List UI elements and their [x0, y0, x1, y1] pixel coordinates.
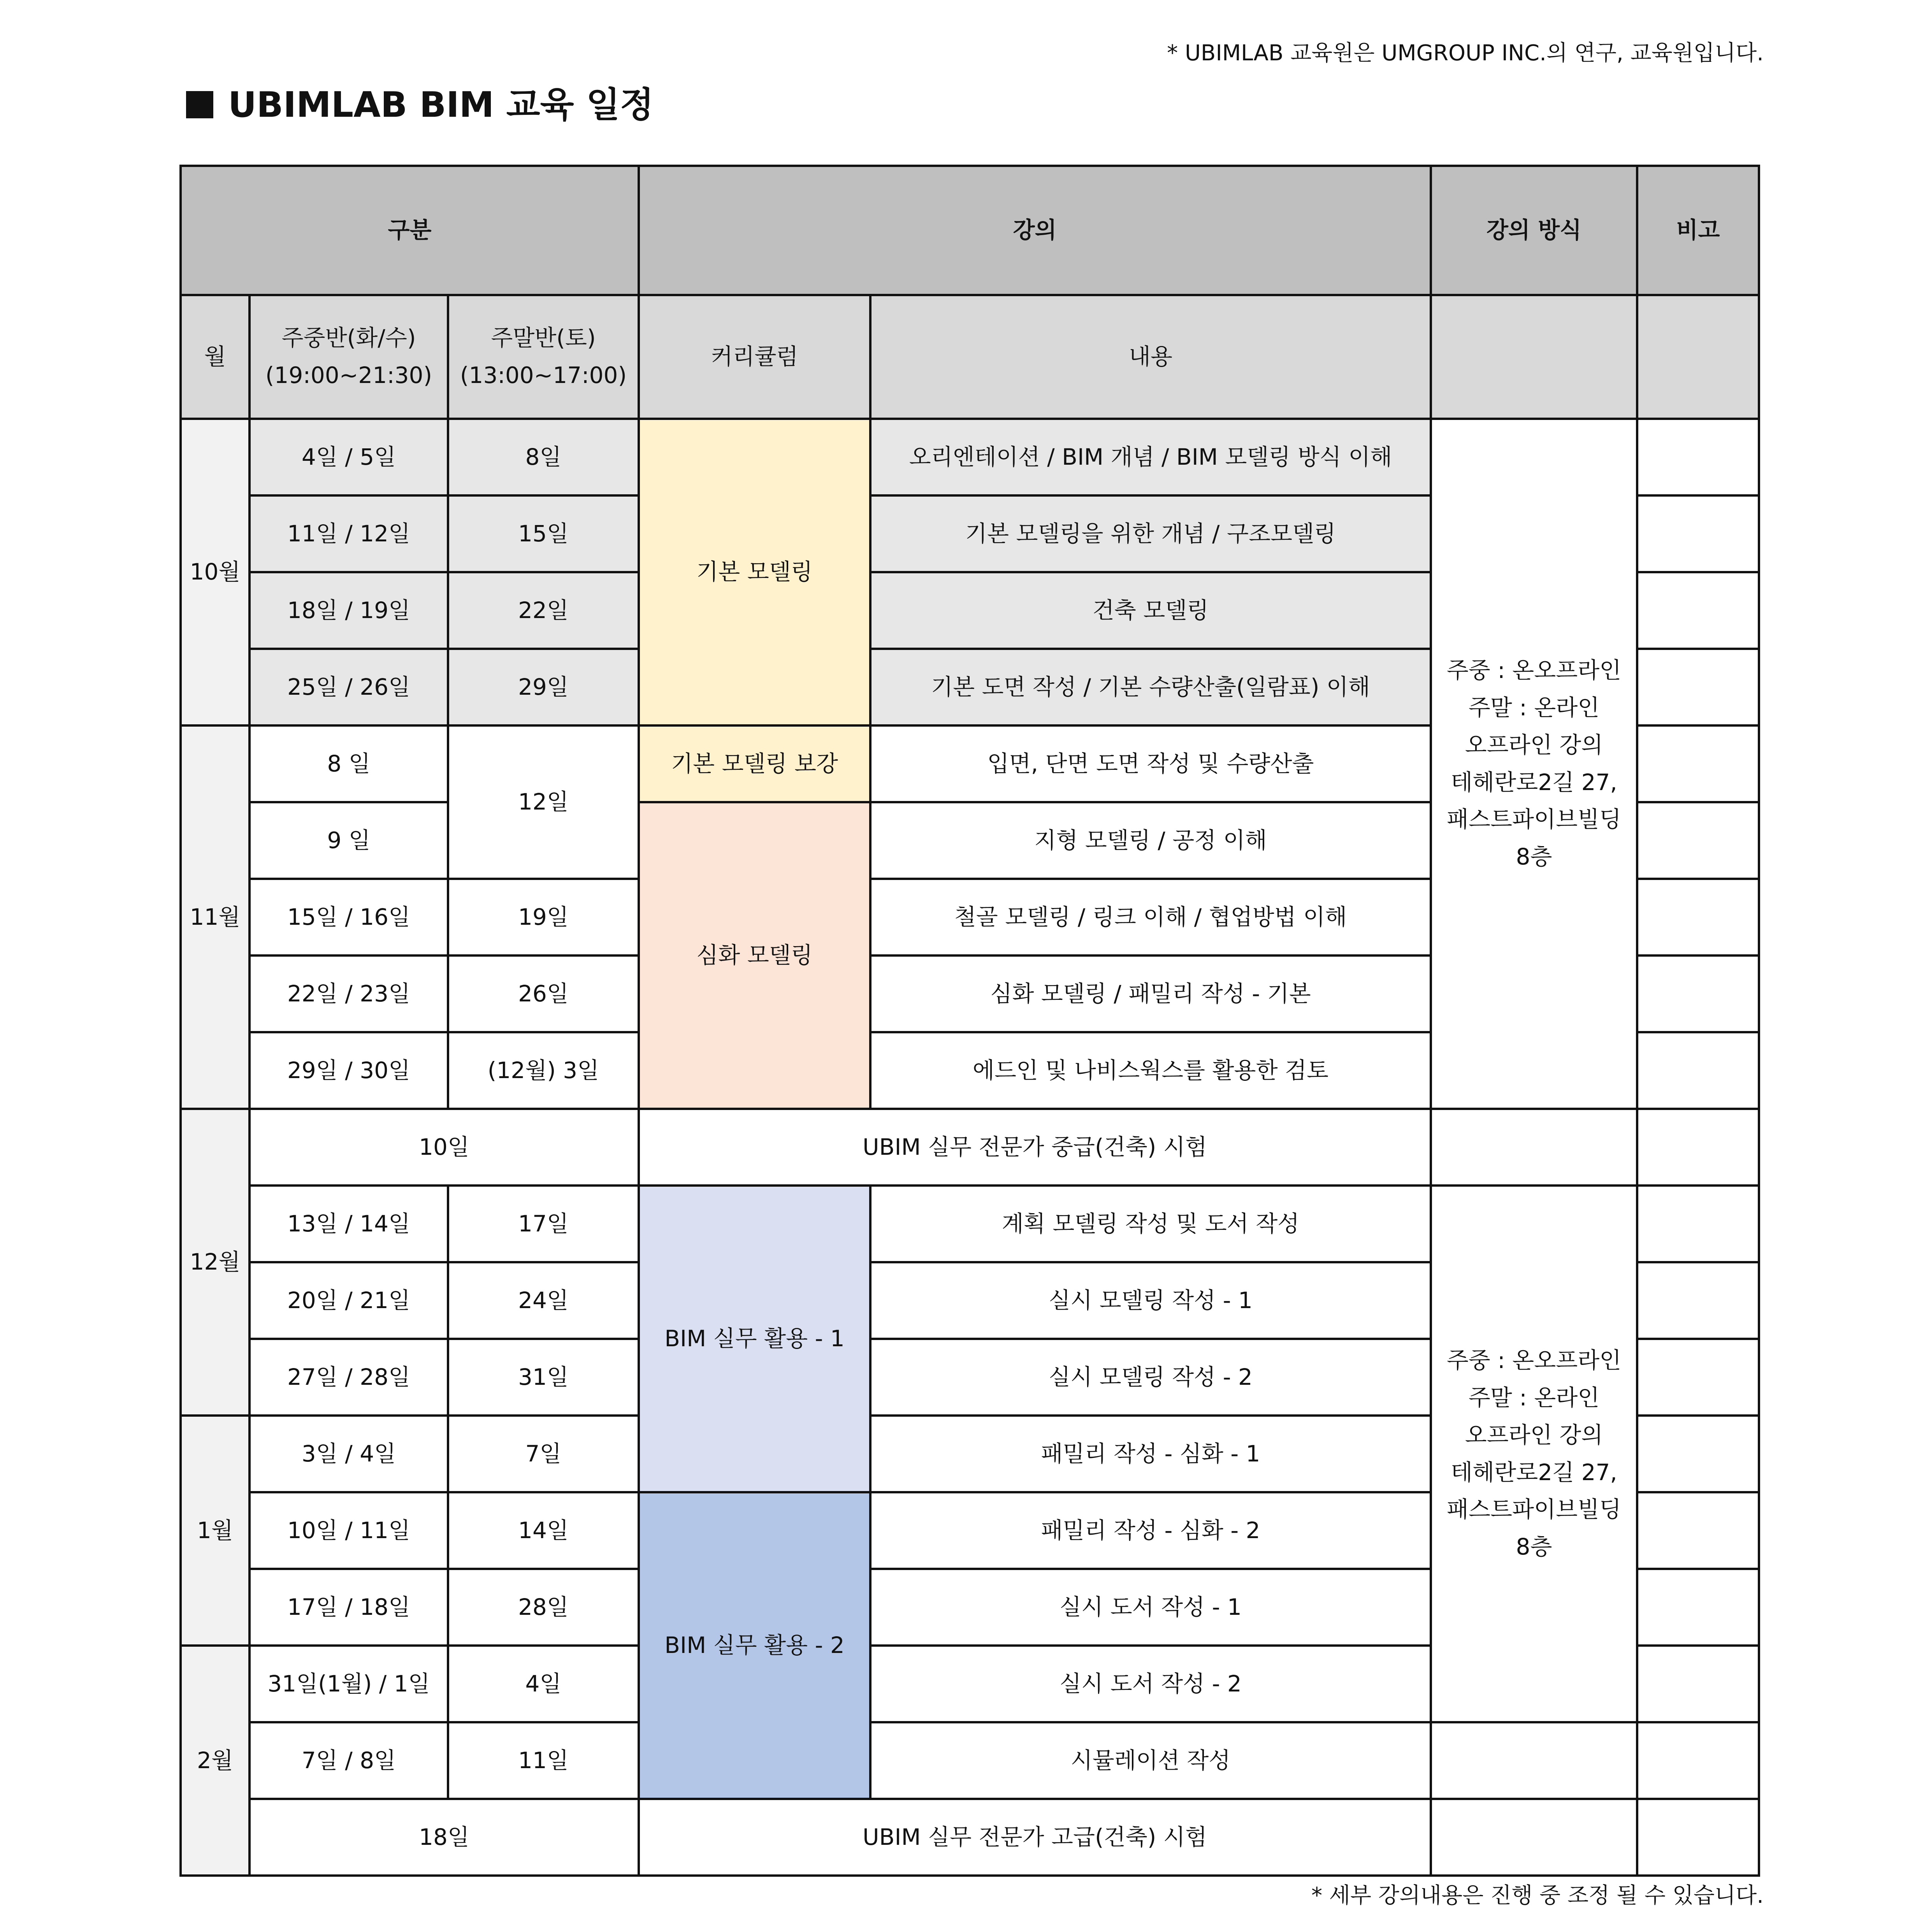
weekend-cell: 15일: [448, 495, 639, 572]
content-cell: 오리엔테이션 / BIM 개념 / BIM 모델링 방식 이해: [870, 419, 1431, 495]
content-cell: 시뮬레이션 작성: [870, 1722, 1431, 1799]
weekday-cell: 29일 / 30일: [250, 1032, 448, 1109]
content-cell: 기본 도면 작성 / 기본 수량산출(일람표) 이해: [870, 649, 1431, 725]
weekend-cell: (12월) 3일: [448, 1032, 639, 1109]
content-cell: 에드인 및 나비스웍스를 활용한 검토: [870, 1032, 1431, 1109]
exam-content-cell: UBIM 실무 전문가 중급(건축) 시험: [639, 1109, 1431, 1186]
weekday-cell: 22일 / 23일: [250, 955, 448, 1032]
note-cell: [1637, 1339, 1759, 1416]
note-cell: [1637, 649, 1759, 725]
weekend-cell: 19일: [448, 879, 639, 955]
method-blank-cell: [1431, 1799, 1637, 1876]
header-row-2: [181, 295, 1759, 419]
weekend-cell: 7일: [448, 1416, 639, 1492]
method-cell-1: 주중 : 온오프라인 주말 : 온라인 오프라인 강의 테헤란로2길 27, 패스트파이브빌딩 8층: [1431, 419, 1637, 1109]
exam-date-cell: 10일: [250, 1109, 639, 1186]
weekend-cell: 4일: [448, 1646, 639, 1722]
schedule-table: [179, 165, 1760, 1877]
method-cell-2: 주중 : 온오프라인 주말 : 온라인 오프라인 강의 테헤란로2길 27, 패스트파이브빌딩 8층: [1431, 1186, 1637, 1722]
page-title-text: UBIMLAB BIM 교육 일정: [228, 84, 654, 125]
weekday-cell: 13일 / 14일: [250, 1186, 448, 1262]
weekend-cell: 11일: [448, 1722, 639, 1799]
weekend-cell: 26일: [448, 955, 639, 1032]
content-cell: 철골 모델링 / 링크 이해 / 협업방법 이해: [870, 879, 1431, 955]
curriculum-basic: 기본 모델링: [639, 419, 870, 725]
table-row: [181, 419, 1759, 495]
header-note: 비고: [1637, 166, 1759, 295]
note-cell: [1637, 495, 1759, 572]
method-blank-cell: [1431, 1722, 1637, 1799]
weekday-cell: 11일 / 12일: [250, 495, 448, 572]
table-row: [181, 1722, 1759, 1799]
header-weekend: 주말반(토) (13:00~17:00): [448, 295, 639, 419]
header-weekday: 주중반(화/수) (19:00~21:30): [250, 295, 448, 419]
weekend-cell: 24일: [448, 1262, 639, 1339]
note-cell: [1637, 879, 1759, 955]
weekday-cell: 27일 / 28일: [250, 1339, 448, 1416]
header-category: 구분: [181, 166, 639, 295]
month-cell-jan: 1월: [181, 1416, 250, 1646]
content-cell: 심화 모델링 / 패밀리 작성 - 기본: [870, 955, 1431, 1032]
weekday-cell: 31일(1월) / 1일: [250, 1646, 448, 1722]
content-cell: 기본 모델링을 위한 개념 / 구조모델링: [870, 495, 1431, 572]
note-cell: [1637, 1109, 1759, 1186]
content-cell: 입면, 단면 도면 작성 및 수량산출: [870, 725, 1431, 802]
exam-date-cell: 18일: [250, 1799, 639, 1876]
header-method: 강의 방식: [1431, 166, 1637, 295]
weekday-cell: 4일 / 5일: [250, 419, 448, 495]
curriculum-bim1: BIM 실무 활용 - 1: [639, 1186, 870, 1492]
note-cell: [1637, 1646, 1759, 1722]
weekend-cell: 29일: [448, 649, 639, 725]
weekday-cell: 15일 / 16일: [250, 879, 448, 955]
weekday-cell: 25일 / 26일: [250, 649, 448, 725]
weekday-cell: 17일 / 18일: [250, 1569, 448, 1646]
content-cell: 패밀리 작성 - 심화 - 1: [870, 1416, 1431, 1492]
weekend-cell: 8일: [448, 419, 639, 495]
curriculum-basic-plus: 기본 모델링 보강: [639, 725, 870, 802]
table-row: [181, 1109, 1759, 1186]
table-row: [181, 1799, 1759, 1876]
note-cell: [1637, 802, 1759, 879]
note-cell: [1637, 1186, 1759, 1262]
note-cell: [1637, 955, 1759, 1032]
weekend-cell: 28일: [448, 1569, 639, 1646]
top-note: * UBIMLAB 교육원은 UMGROUP INC.의 연구, 교육원입니다.: [1167, 40, 1764, 66]
header-note-blank: [1637, 295, 1759, 419]
month-cell-oct: 10월: [181, 419, 250, 725]
weekend-cell: 12일: [448, 725, 639, 879]
weekend-cell: 31일: [448, 1339, 639, 1416]
weekday-cell: 20일 / 21일: [250, 1262, 448, 1339]
bottom-note: * 세부 강의내용은 진행 중 조정 될 수 있습니다.: [1311, 1883, 1764, 1908]
weekday-cell: 7일 / 8일: [250, 1722, 448, 1799]
curriculum-advanced: 심화 모델링: [639, 802, 870, 1109]
header-content: 내용: [870, 295, 1431, 419]
note-cell: [1637, 572, 1759, 649]
note-cell: [1637, 725, 1759, 802]
note-cell: [1637, 1416, 1759, 1492]
note-cell: [1637, 1492, 1759, 1569]
content-cell: 실시 모델링 작성 - 2: [870, 1339, 1431, 1416]
month-cell-feb: 2월: [181, 1646, 250, 1876]
note-cell: [1637, 1032, 1759, 1109]
header-lecture: 강의: [639, 166, 1431, 295]
method-blank-cell: [1431, 1109, 1637, 1186]
page-title: [186, 76, 654, 127]
content-cell: 실시 도서 작성 - 1: [870, 1569, 1431, 1646]
table-row: [181, 1186, 1759, 1262]
weekday-cell: 3일 / 4일: [250, 1416, 448, 1492]
weekend-cell: 17일: [448, 1186, 639, 1262]
note-cell: [1637, 1722, 1759, 1799]
square-bullet-icon: [186, 91, 213, 118]
weekday-cell: 18일 / 19일: [250, 572, 448, 649]
header-method-blank: [1431, 295, 1637, 419]
month-cell-nov: 11월: [181, 725, 250, 1109]
exam-content-cell: UBIM 실무 전문가 고급(건축) 시험: [639, 1799, 1431, 1876]
content-cell: 건축 모델링: [870, 572, 1431, 649]
curriculum-bim2: BIM 실무 활용 - 2: [639, 1492, 870, 1799]
weekday-cell: 9 일: [250, 802, 448, 879]
note-cell: [1637, 1799, 1759, 1876]
weekday-cell: 8 일: [250, 725, 448, 802]
header-month: 월: [181, 295, 250, 419]
header-row-1: [181, 166, 1759, 295]
content-cell: 실시 모델링 작성 - 1: [870, 1262, 1431, 1339]
weekend-cell: 22일: [448, 572, 639, 649]
weekend-cell: 14일: [448, 1492, 639, 1569]
content-cell: 패밀리 작성 - 심화 - 2: [870, 1492, 1431, 1569]
weekday-cell: 10일 / 11일: [250, 1492, 448, 1569]
note-cell: [1637, 419, 1759, 495]
note-cell: [1637, 1569, 1759, 1646]
content-cell: 지형 모델링 / 공정 이해: [870, 802, 1431, 879]
month-cell-dec: 12월: [181, 1109, 250, 1416]
header-curriculum: 커리큘럼: [639, 295, 870, 419]
content-cell: 실시 도서 작성 - 2: [870, 1646, 1431, 1722]
note-cell: [1637, 1262, 1759, 1339]
content-cell: 계획 모델링 작성 및 도서 작성: [870, 1186, 1431, 1262]
